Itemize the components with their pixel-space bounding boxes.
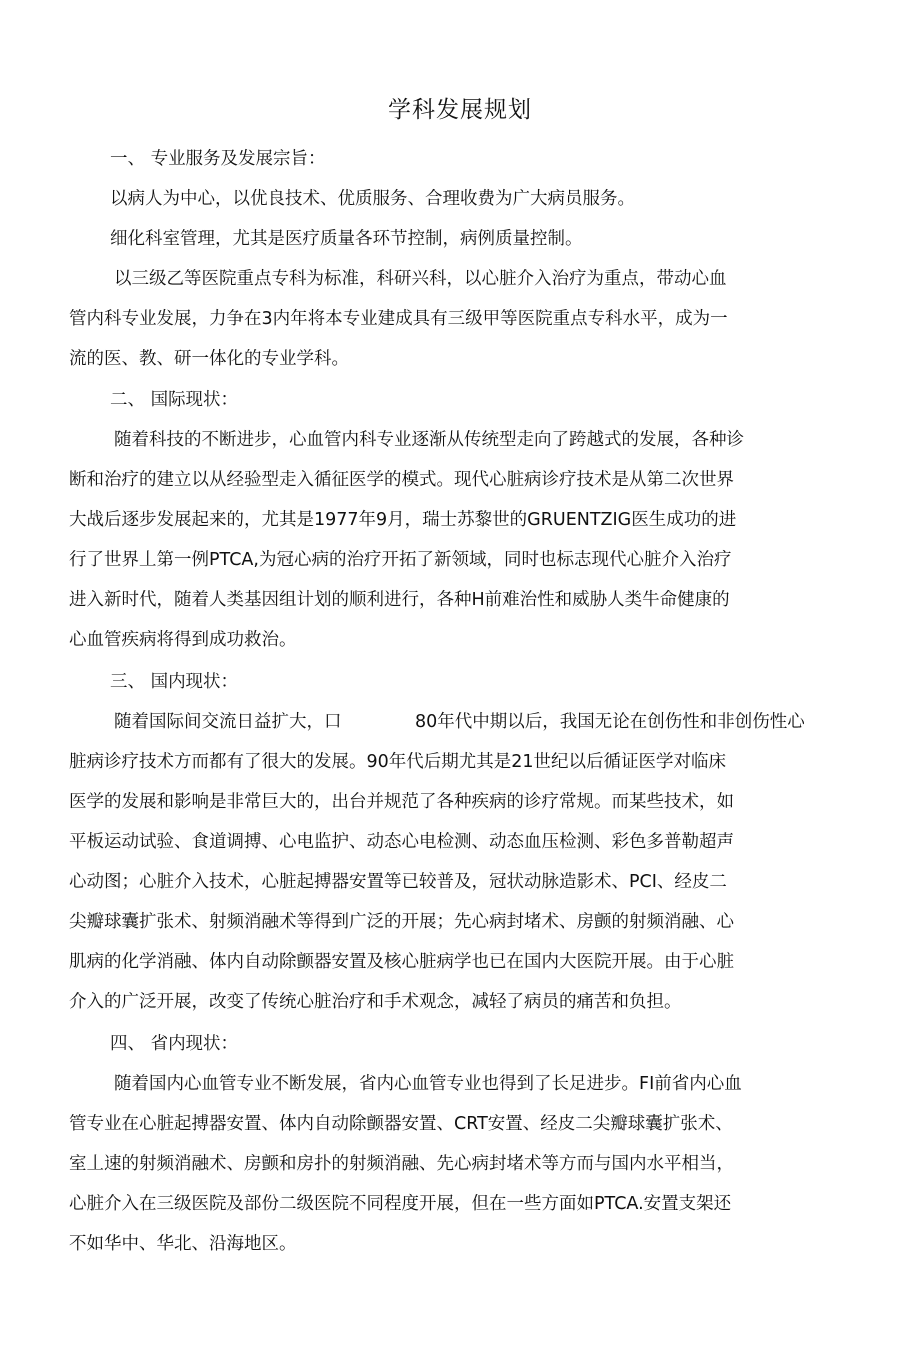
body-line: 以三级乙等医院重点专科为标准，科研兴科，以心脏介入治疗为重点，带动心血 bbox=[114, 269, 727, 289]
body-line-continuation: 80年代中期以后，我国无论在创伤性和非创伤性心 bbox=[415, 712, 805, 732]
body-line: 平板运动试验、食道调搏、心电监护、动态心电检测、动态血压检测、彩色多普勒超声 bbox=[69, 832, 734, 852]
body-line: 心脏介入在三级医院及部份二级医院不同程度开展，但在一些方面如PTCA.安置支架还 bbox=[69, 1194, 732, 1214]
body-line: 脏病诊疗技术方而都有了很大的发展。90年代后期尤其是21世纪以后循证医学对临床 bbox=[69, 752, 727, 772]
body-line: 不如华中、华北、沿海地区。 bbox=[69, 1234, 297, 1254]
body-line: 大战后逐步发展起来的，尤其是1977年9月，瑞士苏黎世的GRUENTZIG医生成功的进 bbox=[69, 510, 737, 530]
section-heading-2: 二、 国际现状： bbox=[110, 390, 239, 410]
body-line: 随着国内心血管专业不断发展，省内心血管专业也得到了长足进步。FI前省内心血 bbox=[114, 1074, 742, 1094]
body-line: 断和治疗的建立以从经验型走入循征医学的模式。现代心脏病诊疗技术是从第二次世界 bbox=[69, 470, 734, 490]
body-line: 心血管疾病将得到成功救治。 bbox=[69, 630, 297, 650]
body-line: 随着科技的不断进步，心血管内科专业逐渐从传统型走向了跨越式的发展，各种诊 bbox=[114, 430, 744, 450]
body-line: 进入新时代，随着人类基因组计划的顺利进行，各种H前难治性和威胁人类牛命健康的 bbox=[69, 590, 730, 610]
body-line: 以病人为中心，以优良技术、优质服务、合理收费为广大病员服务。 bbox=[110, 189, 635, 209]
body-line: 医学的发展和影响是非常巨大的，出台并规范了各种疾病的诊疗常规。而某些技术，如 bbox=[69, 792, 734, 812]
body-line: 室丄速的射频消融术、房颤和房扑的射频消融、先心病封堵术等方而与国内水平相当， bbox=[69, 1154, 734, 1174]
body-line: 细化科室管理，尤其是医疗质量各环节控制，病例质量控制。 bbox=[110, 229, 583, 249]
body-line: 尖瓣球囊扩张术、射频消融术等得到广泛的开展；先心病封堵术、房颤的射频消融、心 bbox=[69, 912, 734, 932]
body-line: 行了世界丄第一例PTCA,为冠心病的治疗开拓了新领域，同时也标志现代心脏介入治疗 bbox=[69, 550, 732, 570]
body-line: 肌病的化学消融、体内自动除颤器安置及核心脏病学也已在国内大医院开展。由于心脏 bbox=[69, 952, 734, 972]
body-line: 介入的广泛开展，改变了传统心脏治疗和手术观念，减轻了病员的痛苦和负担。 bbox=[69, 992, 682, 1012]
section-heading-3: 三、 国内现状： bbox=[110, 672, 239, 692]
section-heading-4: 四、 省内现状： bbox=[110, 1034, 239, 1054]
body-line: 流的医、教、研一体化的专业学科。 bbox=[69, 349, 349, 369]
body-line: 随着国际间交流日益扩大，口 bbox=[114, 712, 342, 732]
body-line: 管专业在心脏起搏器安置、体内自动除颤器安置、CRT安置、经皮二尖瓣球囊扩张术、 bbox=[69, 1114, 733, 1134]
section-heading-1: 一、 专业服务及发展宗旨： bbox=[110, 149, 326, 169]
body-line: 心动图；心脏介入技术，心脏起搏器安置等已较普及，冠状动脉造影术、PCI、经皮二 bbox=[69, 872, 727, 892]
document-title: 学科发展规划 bbox=[388, 97, 532, 123]
body-line: 管内科专业发展，力争在3内年将本专业建成具有三级甲等医院重点专科水平，成为一 bbox=[69, 309, 728, 329]
